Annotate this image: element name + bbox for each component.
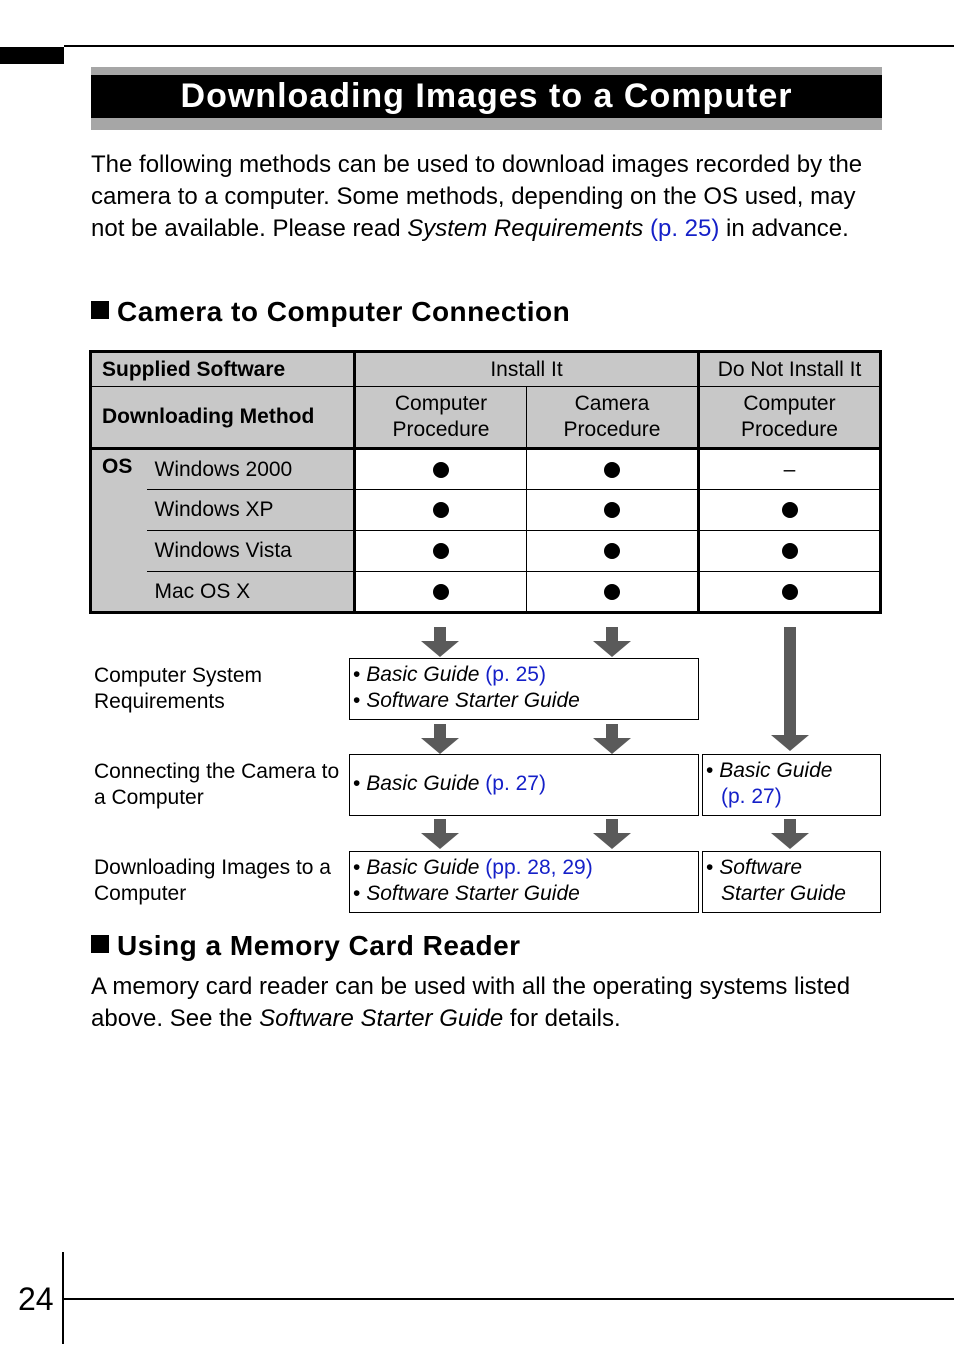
bullet-dot-icon	[782, 584, 798, 600]
down-arrow-icon	[421, 819, 459, 849]
supplied-software-header: Supplied Software	[91, 352, 355, 387]
basic-guide-ref: Basic Guide	[366, 856, 480, 879]
down-arrow-icon	[593, 724, 631, 754]
do-not-install-header: Do Not Install It	[699, 352, 881, 387]
step-label-downloading: Downloading Images to a Computer	[94, 856, 331, 905]
step-label-requirements: Computer System Requirements	[94, 664, 263, 713]
table-cell	[527, 490, 699, 531]
table-cell	[699, 490, 881, 531]
bullet-dot-icon	[782, 502, 798, 518]
computer-procedure-header: Computer Procedure	[355, 387, 527, 449]
table-row	[91, 572, 881, 613]
page-title: Downloading Images to a Computer	[91, 75, 882, 118]
section-heading-camera	[91, 296, 570, 328]
section-heading-text: Using a Memory Card Reader	[117, 930, 521, 961]
downloading-method-header: Downloading Method	[91, 387, 355, 449]
requirements-box: • Basic Guide (p. 25) • Software Starter Guide	[349, 658, 699, 720]
os-name: Windows Vista	[147, 531, 355, 572]
link-p27[interactable]: (p. 27)	[485, 772, 546, 795]
os-label: OS	[91, 449, 147, 613]
table-row	[91, 449, 881, 490]
table-cell	[527, 572, 699, 613]
bullet-dot-icon	[604, 502, 620, 518]
install-it-header: Install It	[355, 352, 699, 387]
link-p27-right[interactable]: (p. 27)	[721, 785, 782, 808]
square-bullet-icon	[91, 301, 109, 319]
basic-guide-ref: Basic Guide	[366, 663, 480, 686]
software-table	[89, 350, 882, 614]
table-cell	[355, 490, 527, 531]
table-row	[91, 531, 881, 572]
os-name: Windows 2000	[147, 449, 355, 490]
table-cell	[527, 449, 699, 490]
page-number: 24	[18, 1281, 54, 1317]
bullet-dot-icon	[782, 543, 798, 559]
footer-rule	[64, 1298, 954, 1300]
intro-text: The following methods can be used to download images recorded by the camera to a computer. Some methods, depending on the OS used, may not be available. Please read	[91, 151, 863, 242]
software-starter-guide-ref: Software Starter Guide	[366, 689, 580, 712]
down-arrow-icon	[593, 627, 631, 657]
intro-text-end: in advance.	[719, 215, 849, 242]
section-heading-text: Camera to Computer Connection	[117, 296, 571, 327]
table-cell: –	[699, 449, 881, 490]
down-arrow-icon	[593, 819, 631, 849]
down-arrow-icon	[771, 819, 809, 849]
table-cell	[355, 572, 527, 613]
software-starter-guide-ref: Software Starter Guide	[366, 882, 580, 905]
down-arrow-icon	[421, 724, 459, 754]
bullet-dot-icon	[604, 584, 620, 600]
downloading-box: • Basic Guide (pp. 28, 29) • Software Starter Guide	[349, 851, 699, 913]
bullet-dot-icon	[433, 502, 449, 518]
bullet-dot-icon	[604, 543, 620, 559]
computer-procedure-header-2: Computer Procedure	[699, 387, 881, 449]
os-name: Windows XP	[147, 490, 355, 531]
basic-guide-ref: Basic Guide	[719, 759, 833, 782]
table-cell	[355, 449, 527, 490]
top-rule	[64, 45, 954, 47]
bullet-dot-icon	[604, 462, 620, 478]
table-cell	[527, 531, 699, 572]
bullet-dot-icon	[433, 584, 449, 600]
table-cell	[699, 531, 881, 572]
link-p25[interactable]: (p. 25)	[649, 215, 720, 242]
connecting-box-right: • Basic Guide (p. 27)	[702, 754, 881, 816]
page-title-bar	[91, 67, 882, 130]
intro-paragraph	[91, 149, 891, 245]
section-heading-reader	[91, 930, 521, 962]
table-cell	[699, 572, 881, 613]
connecting-box: • Basic Guide (p. 27)	[349, 754, 699, 816]
down-arrow-icon	[421, 627, 459, 657]
long-down-arrow-icon	[771, 627, 809, 751]
os-name: Mac OS X	[147, 572, 355, 613]
downloading-box-right: • Software Starter Guide	[702, 851, 881, 913]
bullet-dot-icon	[433, 462, 449, 478]
link-pp28-29[interactable]: (pp. 28, 29)	[485, 856, 593, 879]
step-label-connecting: Connecting the Camera to a Computer	[94, 760, 340, 809]
bullet-dot-icon	[433, 543, 449, 559]
camera-procedure-header: Camera Procedure	[527, 387, 699, 449]
basic-guide-ref: Basic Guide	[366, 772, 480, 795]
intro-italic: System Requirements	[407, 215, 644, 242]
starter-guide-ref: Starter Guide	[721, 882, 846, 905]
reader-paragraph: A memory card reader can be used with all the operating systems listed above. See the Software Starter Guide for details.	[91, 973, 851, 1032]
square-bullet-icon	[91, 935, 109, 953]
top-tab-marker	[0, 47, 64, 64]
software-ref: Software	[719, 856, 803, 879]
table-cell	[355, 531, 527, 572]
table-row	[91, 490, 881, 531]
link-p25-box[interactable]: (p. 25)	[485, 663, 546, 686]
